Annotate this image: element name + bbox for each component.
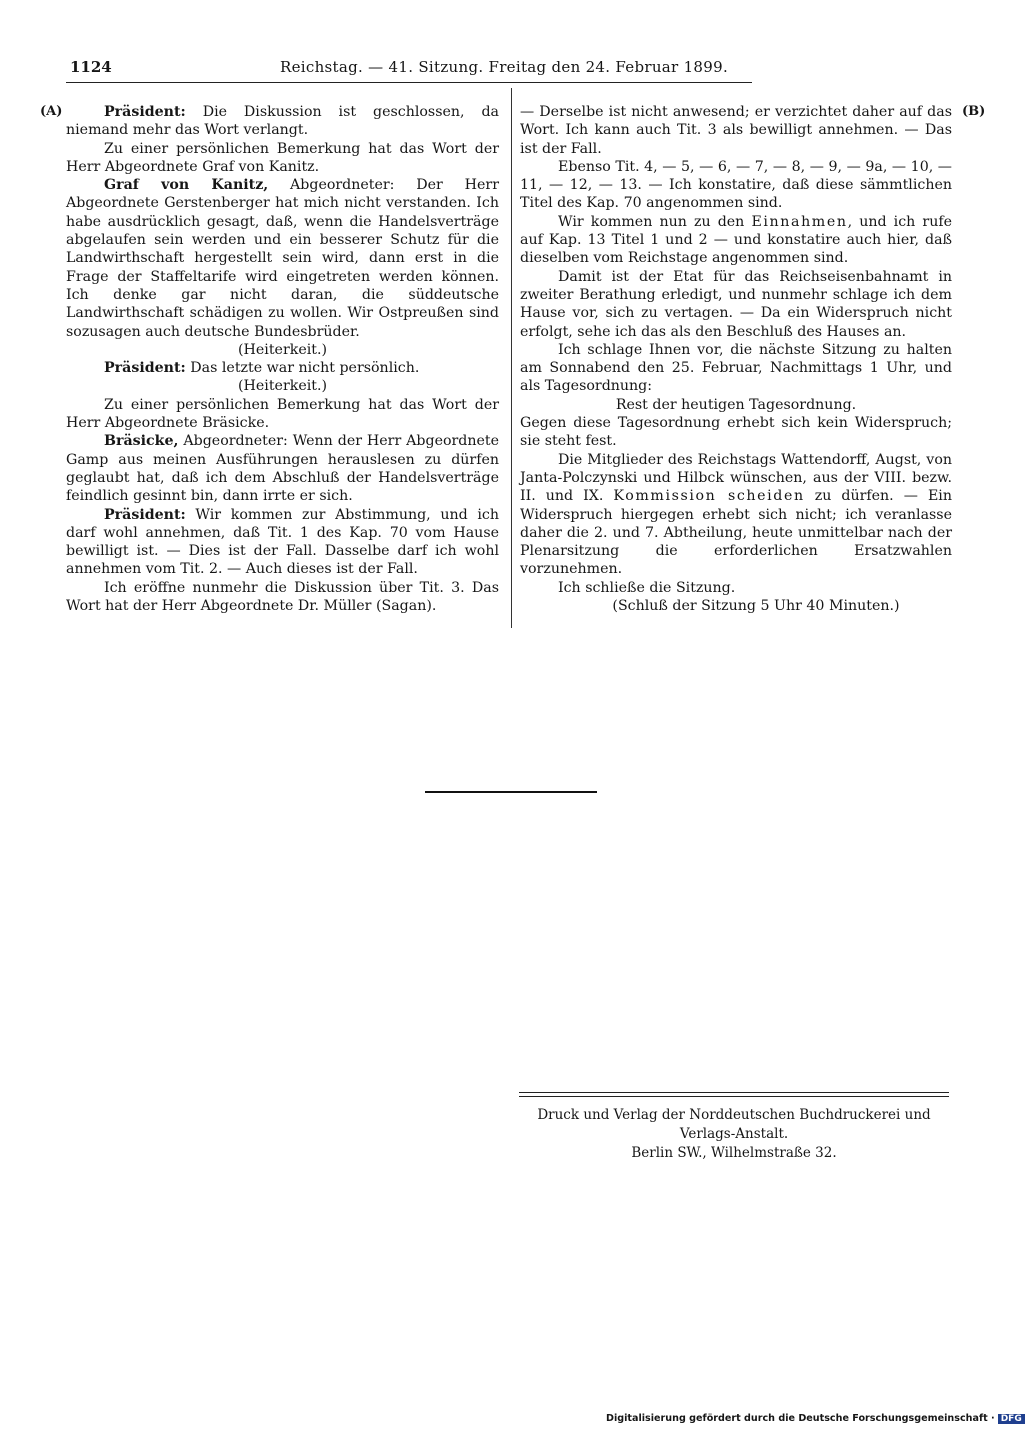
imprint (519, 1106, 949, 1163)
paragraph: Ich eröffne nunmehr die Diskussion über Tit. 3. Das Wort hat der Herr Abgeordnete Dr. Müller (Sagan). (66, 579, 499, 615)
paragraph: Ich schließe die Sitzung. (558, 579, 736, 596)
paragraph: Wir kommen nun zu den Einnahmen, und ich rufe auf Kap. 13 Titel 1 und 2 — und konstatire auch hier, daß dieselben vom Reichstage angenommen sind. (520, 213, 952, 267)
imprint-line: Berlin SW., Wilhelmstraße 32. (631, 1145, 837, 1161)
right-column (520, 103, 952, 615)
imprint-line: Druck und Verlag der Norddeutschen Buchdruckerei und Verlags-Anstalt. (537, 1107, 931, 1142)
paragraph: Zu einer persönlichen Bemerkung hat das Wort der Herr Abgeordnete Bräsicke. (66, 396, 499, 432)
agenda-item: Rest der heutigen Tagesordnung. (615, 396, 857, 413)
page-number: 1124 (70, 58, 112, 76)
paragraph: Ich schlage Ihnen vor, die nächste Sitzung zu halten am Sonnabend den 25. Februar, Nachmittags 1 Uhr, und als Tagesordnung: (520, 341, 952, 395)
footer-rule (519, 1096, 949, 1097)
digitization-credit: Digitalisierung gefördert durch die Deutsche Forschungsgemeinschaft · DFG (606, 1413, 992, 1424)
paragraph: Präsident: Das letzte war nicht persönlich. (104, 360, 420, 377)
running-title: Reichstag. — 41. Sitzung. Freitag den 24. Februar 1899. (280, 58, 729, 76)
speaker-name: Graf von Kanitz, (104, 177, 269, 194)
paragraph: — Derselbe ist nicht anwesend; er verzichtet daher auf das Wort. Ich kann auch Tit. 3 als bewilligt annehmen. — Das ist der Fall. (520, 104, 952, 157)
paragraph: Ebenso Tit. 4, — 5, — 6, — 7, — 8, — 9, — 9a, — 10, — 11, — 12, — 13. — Ich konstatire, daß diese sämmtlichen Titel des Kap. 70 angenommen sind. (520, 158, 952, 212)
paragraph: Präsident: Wir kommen zur Abstimmung, und ich darf wohl annehmen, daß Tit. 1 des Kap. 70 vom Hause bewilligt ist. — Dies ist der Fall. Dasselbe darf ich wohl annehmen vom Tit. 2. — Auch dieses ist der Fall. (66, 506, 499, 578)
speaker-name: Präsident: (104, 506, 186, 523)
paragraph: Zu einer persönlichen Bemerkung hat das Wort der Herr Abgeordnete Graf von Kanitz. (66, 140, 499, 175)
stage-direction: (Heiterkeit.) (238, 341, 327, 358)
footer-rule (519, 1092, 949, 1093)
margin-mark-a: (A) (40, 104, 63, 119)
paragraph: Gegen diese Tagesordnung erhebt sich kein Widerspruch; sie steht fest. (520, 415, 952, 450)
column-divider (511, 88, 512, 628)
end-separator (425, 791, 597, 793)
paragraph: Präsident: Die Diskussion ist geschlossen, da niemand mehr das Wort verlangt. (66, 104, 499, 139)
page-header (70, 54, 752, 80)
spaced-emphasis: Kommission scheiden (613, 488, 805, 505)
closing-note: (Schluß der Sitzung 5 Uhr 40 Minuten.) (612, 598, 900, 615)
paragraph: Graf von Kanitz, Abgeordneter: Der Herr Abgeordnete Gerstenberger hat mich nicht verstanden. Ich habe ausdrücklich gesagt, daß, wenn die Handelsverträge abgelaufen sein werden und ein besserer Schutz für die Landwirthschaft hergestellt sein wird, dann erst in die Frage der Staffeltarife wird eingetreten werden können. Ich denke gar nicht daran, die süddeutsche Landwirthschaft schädigen zu wollen. Wir Ostpreußen sind sozusagen auch deutsche Bundesbrüder. (66, 177, 499, 340)
paragraph: Bräsicke, Abgeordneter: Wenn der Herr Abgeordnete Gamp aus meinen Ausführungen herauslesen zu dürfen geglaubt hat, daß ich dem Abschluß der Handelsverträge feindlich gesinnt bin, dann irrte er sich. (66, 433, 499, 505)
dfg-logo: DFG (998, 1414, 1025, 1424)
margin-mark-b: (B) (962, 104, 986, 119)
left-column (66, 103, 499, 615)
speaker-name: Präsident: (104, 360, 186, 377)
paragraph: Die Mitglieder des Reichstags Wattendorff, Augst, von Janta-Polczynski und Hilbck wünschen, aus der VIII. bezw. II. und IX. Kommission scheiden zu dürfen. — Ein Widerspruch hiergegen erhebt sich nicht; ich veranlasse daher die 2. und 7. Abtheilung, heute unmittelbar nach der Plenarsitzung die erforderlichen Ersatzwahlen vorzunehmen. (520, 451, 952, 578)
speaker-name: Präsident: (104, 104, 186, 120)
paragraph: Damit ist der Etat für das Reichseisenbahnamt in zweiter Berathung erledigt, und nunmehr schlage ich dem Hause vor, sich zu vertagen. — Da ein Widerspruch nicht erfolgt, sehe ich das als den Beschluß des Hauses an. (520, 268, 952, 340)
header-rule (66, 82, 752, 83)
spaced-emphasis: Einnahmen (751, 213, 848, 230)
stage-direction: (Heiterkeit.) (238, 378, 327, 395)
speaker-name: Bräsicke, (104, 433, 179, 450)
